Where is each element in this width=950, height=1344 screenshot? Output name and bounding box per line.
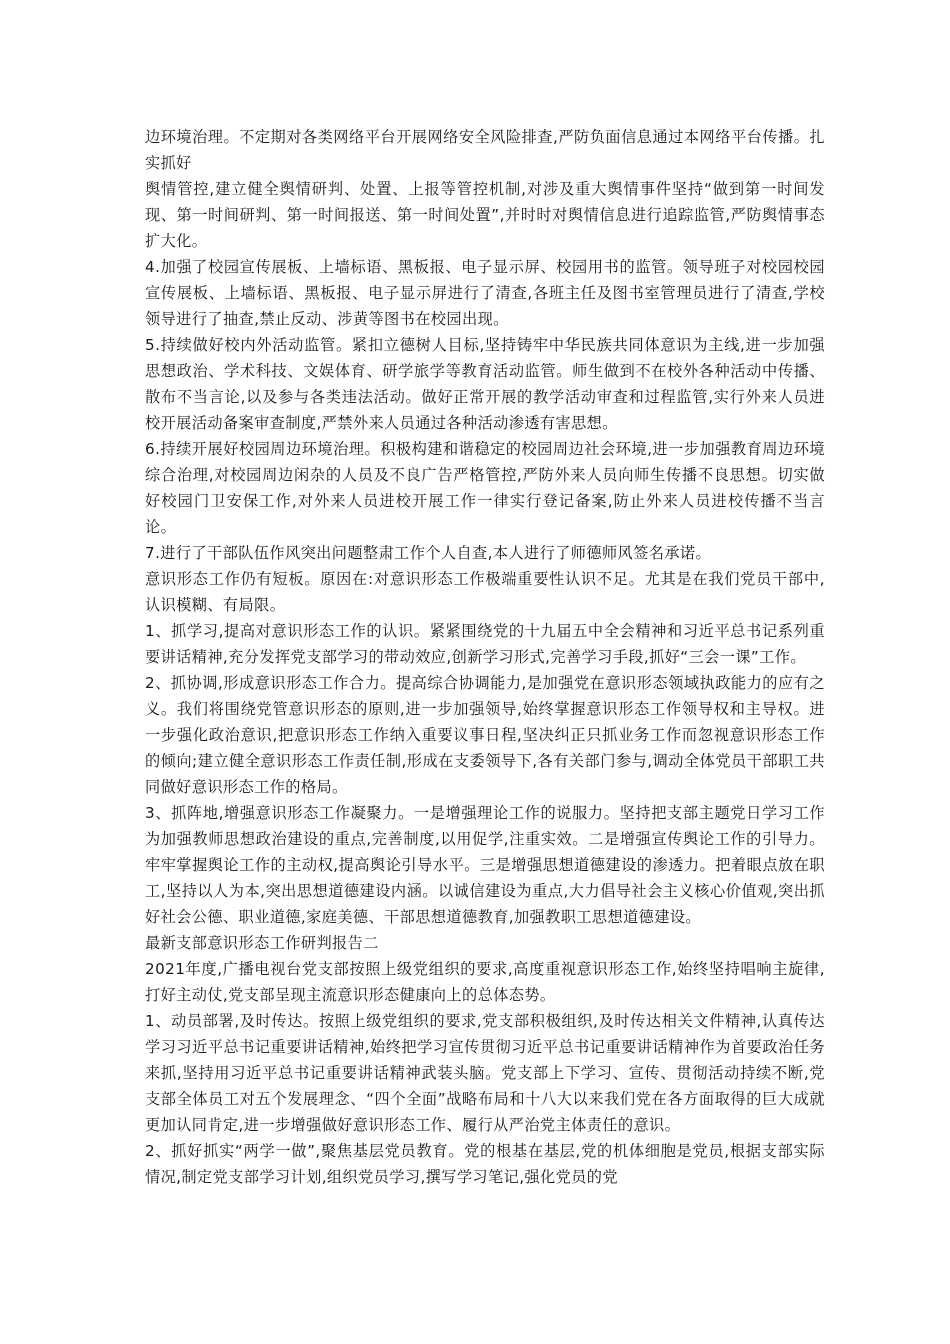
document-page <box>145 124 825 1190</box>
paragraph-7: 意识形态工作仍有短板。原因在:对意识形态工作极端重要性认识不足。尤其是在我们党员干部中,认识模糊、有局限。 <box>145 570 825 614</box>
paragraph-6: 7.进行了干部队伍作风突出问题整肃工作个人自查,本人进行了师德师风签名承诺。 <box>145 544 712 562</box>
paragraph-12: 2021年度,广播电视台党支部按照上级党组织的要求,高度重视意识形态工作,始终坚持唱响主旋律,打好主动仗,党支部呈现主流意识形态健康向上的总体态势。 <box>145 960 825 1004</box>
paragraph-14: 2、抓好抓实“两学一做”,聚焦基层党员教育。党的根基在基层,党的机体细胞是党员,根据支部实际情况,制定党支部学习计划,组织党员学习,撰写学习笔记,强化党员的党 <box>145 1142 825 1186</box>
paragraph-1: 边环境治理。不定期对各类网络平台开展网络安全风险排查,严防负面信息通过本网络平台传播。扎实抓好 <box>145 128 825 172</box>
paragraph-10: 3、抓阵地,增强意识形态工作凝聚力。一是增强理论工作的说服力。坚持把支部主题党日学习工作为加强教师思想政治建设的重点,完善制度,以用促学,注重实效。二是增强宣传舆论工作的引导力。牢牢掌握舆论工作的主动权,提高舆论引导水平。三是增强思想道德建设的渗透力。把着眼点放在职工,坚持以人为本,突出思想道德建设内涵。以诚信建设为重点,大力倡导社会主义核心价值观,突出抓好社会公德、职业道德,家庭美德、干部思想道德教育,加强教职工思想道德建设。 <box>145 804 825 926</box>
paragraph-8: 1、抓学习,提高对意识形态工作的认识。紧紧围绕党的十九届五中全会精神和习近平总书记系列重要讲话精神,充分发挥党支部学习的带动效应,创新学习形式,完善学习手段,抓好“三会一课”工作。 <box>145 622 825 666</box>
paragraph-5: 6.持续开展好校园周边环境治理。积极构建和谐稳定的校园周边社会环境,进一步加强教育周边环境综合治理,对校园周边闲杂的人员及不良广告严格管控,严防外来人员向师生传播不良思想。切实做好校园门卫安保工作,对外来人员进校开展工作一律实行登记备案,防止外来人员进校传播不当言论。 <box>145 440 825 536</box>
section-heading: 最新支部意识形态工作研判报告二 <box>145 934 379 952</box>
paragraph-13: 1、动员部署,及时传达。按照上级党组织的要求,党支部积极组织,及时传达相关文件精神,认真传达学习习近平总书记重要讲话精神,始终把学习宣传贯彻习近平总书记重要讲话精神作为首要政治任务来抓,坚持用习近平总书记重要讲话精神武装头脑。党支部上下学习、宣传、贯彻活动持续不断,党支部全体员工对五个发展理念、“四个全面”战略布局和十八大以来我们党在各方面取得的巨大成就更加认同肯定,进一步增强做好意识形态工作、履行从严治党主体责任的意识。 <box>145 1012 825 1134</box>
paragraph-9: 2、抓协调,形成意识形态工作合力。提高综合协调能力,是加强党在意识形态领域执政能力的应有之义。我们将围绕党管意识形态的原则,进一步加强领导,始终掌握意识形态工作领导权和主导权。进一步强化政治意识,把意识形态工作纳入重要议事日程,坚决纠正只抓业务工作而忽视意识形态工作的倾向;建立健全意识形态工作责任制,形成在支委领导下,各有关部门参与,调动全体党员干部职工共同做好意识形态工作的格局。 <box>145 674 825 796</box>
paragraph-4: 5.持续做好校内外活动监管。紧扣立德树人目标,坚持铸牢中华民族共同体意识为主线,进一步加强思想政治、学术科技、文娱体育、研学旅学等教育活动监管。师生做到不在校外各种活动中传播、散布不当言论,以及参与各类违法活动。做好正常开展的教学活动审查和过程监管,实行外来人员进校开展活动备案审查制度,严禁外来人员通过各种活动渗透有害思想。 <box>145 336 825 432</box>
paragraph-2: 舆情管控,建立健全舆情研判、处置、上报等管控机制,对涉及重大舆情事件坚持“做到第一时间发现、第一时间研判、第一时间报送、第一时间处置”,并时时对舆情信息进行追踪监管,严防舆情事态扩大化。 <box>145 180 825 250</box>
paragraph-3: 4.加强了校园宣传展板、上墙标语、黑板报、电子显示屏、校园用书的监管。领导班子对校园校园宣传展板、上墙标语、黑板报、电子显示屏进行了清查,各班主任及图书室管理员进行了清查,学校领导进行了抽查,禁止反动、涉黄等图书在校园出现。 <box>145 258 825 328</box>
